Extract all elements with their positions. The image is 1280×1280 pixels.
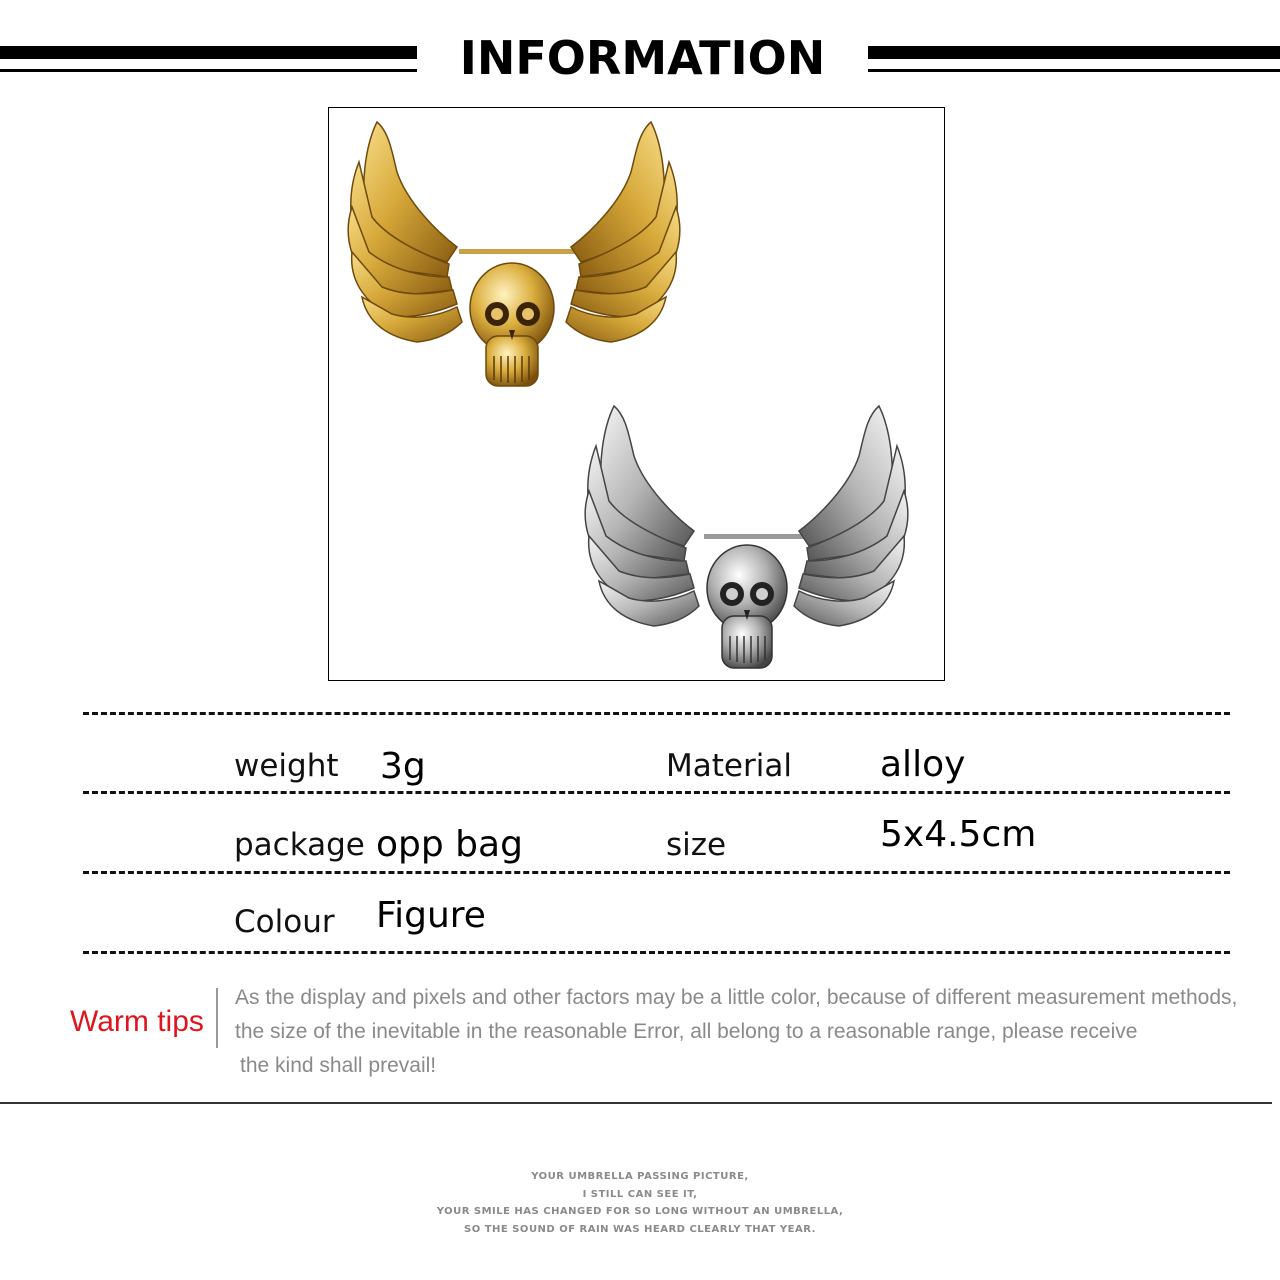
footer-poem-line-4: SO THE SOUND OF RAIN WAS HEARD CLEARLY THAT YEAR. — [464, 1224, 816, 1235]
package-label: package — [234, 827, 365, 863]
divider-dashed-2 — [83, 791, 1230, 794]
divider-dashed-3 — [83, 871, 1230, 874]
divider-dashed-1 — [83, 712, 1230, 715]
silver-left-wing — [585, 406, 699, 626]
colour-value: Figure — [376, 895, 486, 936]
divider-dashed-4 — [83, 951, 1230, 954]
page-title: INFORMATION — [459, 31, 826, 85]
warm-tips-line-3: the kind shall prevail! — [240, 1054, 437, 1077]
weight-value: 3g — [380, 746, 426, 787]
header-bar-right-thin — [868, 69, 1280, 72]
silver-brooch — [585, 406, 908, 668]
header-bar-left-thick — [0, 46, 417, 59]
product-illustration — [329, 108, 945, 681]
footer-poem-line-3: YOUR SMILE HAS CHANGED FOR SO LONG WITHOUT AN UMBRELLA, — [436, 1206, 844, 1217]
silver-right-wing — [794, 406, 908, 626]
package-value: opp bag — [376, 824, 523, 865]
footer-poem-line-1: YOUR UMBRELLA PASSING PICTURE, — [531, 1171, 749, 1182]
header-bar-right-thick — [868, 46, 1280, 59]
bottom-rule — [0, 1102, 1272, 1104]
warm-tips-divider — [216, 988, 218, 1048]
warm-tips-label: Warm tips — [70, 1005, 204, 1038]
gold-brooch — [348, 122, 680, 386]
gold-skull — [470, 263, 554, 386]
warm-tips-line-1: As the display and pixels and other factors may be a little color, because of different measurement methods, — [235, 986, 1238, 1009]
material-value: alloy — [880, 744, 966, 785]
silver-skull — [707, 545, 787, 668]
silver-pin-bar — [704, 534, 804, 539]
footer-poem-line-2: I STILL CAN SEE IT, — [582, 1189, 698, 1200]
colour-label: Colour — [234, 904, 335, 940]
gold-left-wing — [348, 122, 462, 342]
weight-label: weight — [234, 748, 339, 784]
header-bar-left-thin — [0, 69, 417, 72]
size-label: size — [666, 827, 727, 863]
gold-right-wing — [566, 122, 680, 342]
warm-tips-line-2: the size of the inevitable in the reasonable Error, all belong to a reasonable range, please receive — [235, 1020, 1138, 1043]
size-value: 5x4.5cm — [880, 814, 1037, 855]
material-label: Material — [666, 748, 792, 784]
product-photo — [328, 107, 945, 681]
